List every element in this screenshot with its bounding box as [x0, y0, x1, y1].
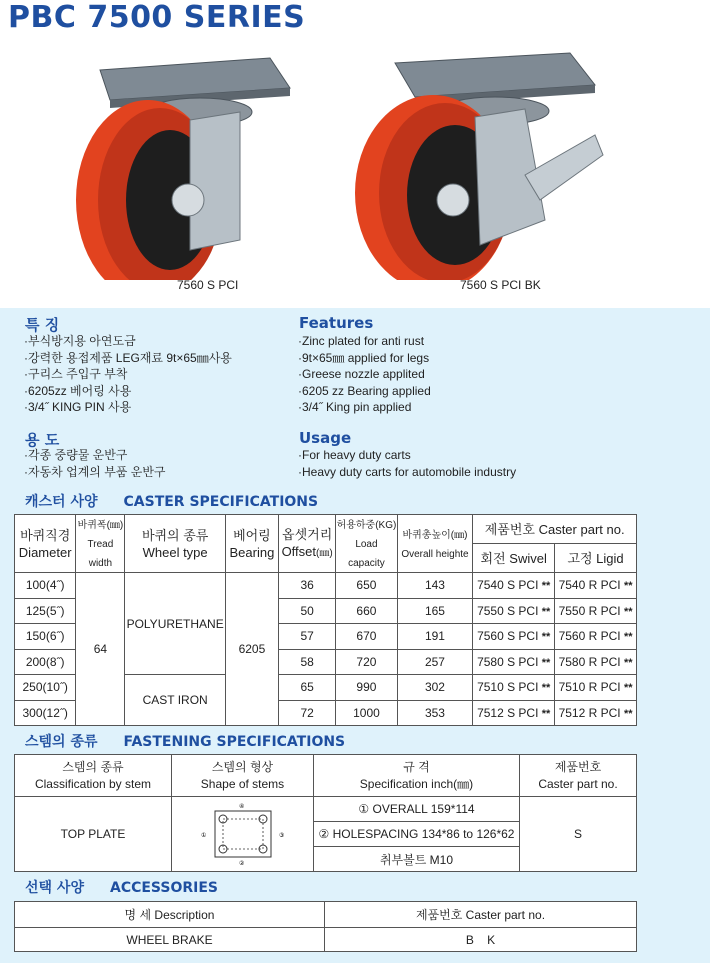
fastening-table: 스템의 종류 Classification by stem 스템의 형상 Shape of stems 규 격 Specification inch(㎜) 제품번호 Caster part no. TOP PLATE ④ ① ③ ② ① OVERALL 159*114 S ② HOLESPACING 134*86 to 126*62 취부볼트 M10: [14, 754, 637, 872]
col-wheel-type: 바퀴의 종류 Wheel type: [125, 515, 225, 573]
product-header: [0, 0, 710, 308]
usage-en-list: ·For heavy duty carts ·Heavy duty carts for automobile industry: [298, 448, 517, 479]
col-height: 바퀴총높이(㎜) Overall heighte: [397, 515, 473, 573]
fastening-heading: 스템의 종류 FASTENING SPECIFICATIONS: [25, 734, 346, 750]
caster-brake-image: [345, 45, 615, 280]
col-offset: 옵셋거리 Offset(㎜): [279, 515, 336, 573]
col-acc-part: 제품번호 Caster part no.: [325, 902, 637, 928]
col-description: 명 세 Description: [15, 902, 325, 928]
table-row: 300(12˝) 72 1000 353 7512 S PCI ** 7512 R PCI **: [15, 700, 637, 726]
wheel-type-cast-iron: CAST IRON: [125, 675, 225, 726]
col-part-no: 제품번호 Caster part no.: [473, 515, 637, 544]
features-kr-heading: 특 징: [25, 316, 60, 334]
caster-swivel-image: [70, 50, 300, 280]
table-row: 150(6˝) 57 670 191 7560 S PCI ** 7560 R PCI **: [15, 624, 637, 650]
caster-spec-table: [14, 514, 637, 726]
usage-en-heading: Usage: [299, 429, 352, 447]
bearing-value: 6205: [225, 573, 278, 726]
marker-2: ②: [238, 860, 244, 867]
spec-section: [0, 308, 710, 963]
col-diameter: 바퀴직경 Diameter: [15, 515, 76, 573]
image-caption: 7560 S PCI BK: [460, 278, 541, 292]
spec-holespacing: ② HOLESPACING 134*86 to 126*62: [314, 822, 520, 847]
features-en-list: ·Zinc plated for anti rust ·9t×65㎜ applied for legs ·Greese nozzle applited ·6205 zz Bearing applied ·3/4˝ King pin applied: [298, 334, 431, 415]
accessories-heading: 선택 사양 ACCESSORIES: [25, 880, 219, 896]
spec-overall: ① OVERALL 159*114: [314, 797, 520, 822]
table-row: 250(10˝) CAST IRON 65 990 302 7510 S PCI ** 7510 R PCI **: [15, 675, 637, 701]
image-caption: 7560 S PCI: [177, 278, 239, 292]
marker-1: ①: [200, 832, 206, 839]
table-row: WHEEL BRAKE B K: [15, 928, 637, 952]
caster-spec-heading: 캐스터 사양 CASTER SPECIFICATIONS: [25, 494, 319, 510]
stem-type: TOP PLATE: [15, 797, 172, 872]
marker-3: ③: [278, 832, 284, 839]
table-row: 125(5˝) 50 660 165 7550 S PCI ** 7550 R PCI **: [15, 598, 637, 624]
col-tread: 바퀴폭(㎜) Tread width: [76, 515, 125, 573]
spec-bolt: 취부볼트 M10: [314, 847, 520, 872]
page-title: PBC 7500 SERIES: [8, 0, 306, 35]
top-plate-diagram: [172, 797, 314, 872]
usage-kr-heading: 용 도: [25, 431, 60, 449]
col-rigid: 고정 Ligid: [555, 544, 637, 573]
features-en-heading: Features: [299, 314, 374, 332]
fastening-part: S: [520, 797, 637, 872]
table-row: 100(4˝) 64 POLYURETHANE 6205 36 650 143 7540 S PCI ** 7540 R PCI **: [15, 573, 637, 599]
usage-kr-list: ·각종 중량물 운반구 ·자동차 업계의 부품 운반구: [24, 448, 166, 479]
accessories-table: [14, 901, 637, 952]
wheel-type-polyurethane: POLYURETHANE: [125, 573, 225, 675]
col-load: 허용하중(KG) Load capacity: [336, 515, 397, 573]
marker-4: ④: [238, 803, 244, 810]
tread-value: 64: [76, 573, 125, 726]
col-bearing: 베어링 Bearing: [225, 515, 278, 573]
features-kr-list: ·부식방지용 아연도금 ·강력한 용접제품 LEG재료 9t×65㎜사용 ·구리스 주입구 부착 ·6205zz 베어링 사용 ·3/4˝ KING PIN 사용: [24, 334, 232, 415]
col-swivel: 회전 Swivel: [473, 544, 555, 573]
table-row: 200(8˝) 58 720 257 7580 S PCI ** 7580 R PCI **: [15, 649, 637, 675]
